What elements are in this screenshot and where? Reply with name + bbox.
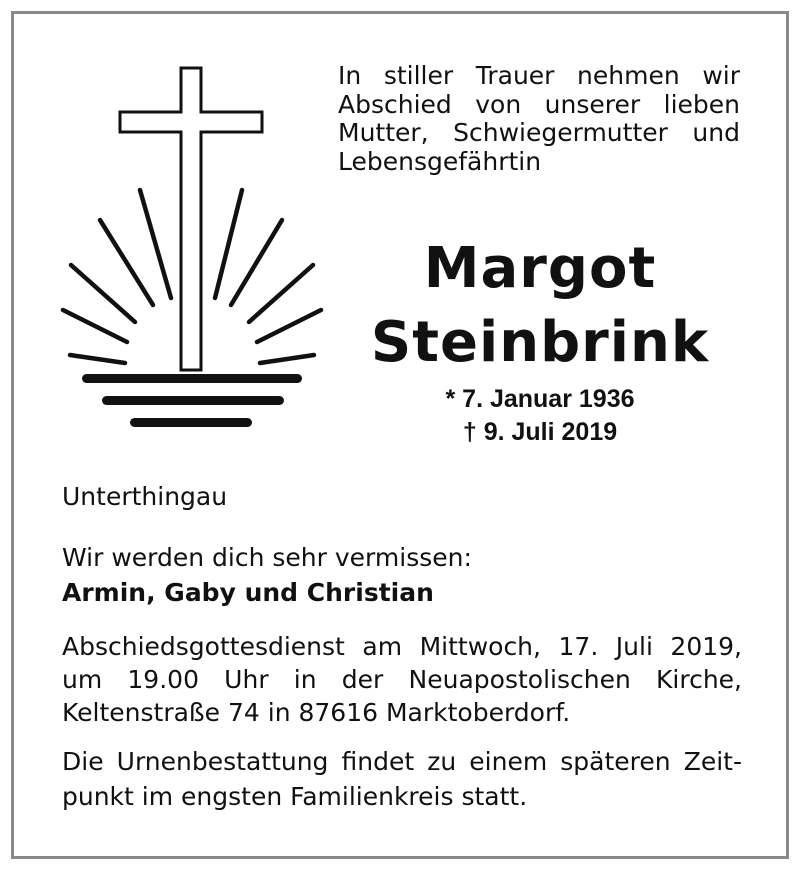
service-info [62,630,742,729]
mourners-block [62,540,472,610]
service-line: Abschiedsgottesdienst am Mittwoch, 17. Juli 2019, [62,632,742,661]
burial-line: punkt im engsten Familienkreis statt. [62,782,528,811]
life-dates [360,383,720,449]
intro-line: Lebensgefährtin [338,146,542,176]
cross-sunrise-emblem [55,60,330,440]
intro-line: Mutter, Schwiegermutter und [338,118,740,147]
service-line: um 19.00 Uhr in der Neuapostolischen Kirche, [62,665,742,694]
last-name: Steinbrink [370,310,710,375]
burial-info [62,744,742,814]
intro-line: Abschied von unserer lieben [338,89,740,119]
first-name: Margot [423,236,657,301]
intro-text [338,62,740,176]
burial-line: Die Urnenbestattung findet zu einem späteren Zeit- [62,747,742,776]
intro-line: In stiller Trauer nehmen wir [338,61,740,90]
service-line: Keltenstraße 74 in 87616 Marktoberdorf. [62,698,571,727]
miss-line: Wir werden dich sehr vermissen: [62,543,472,572]
water-lines [82,374,302,427]
deceased-name [340,232,740,380]
death-date: † 9. Juli 2019 [462,418,618,446]
cross-icon [120,68,262,370]
family-names: Armin, Gaby und Christian [62,578,434,607]
birth-date: * 7. Januar 1936 [445,385,635,413]
place-name: Unterthingau [62,482,228,511]
